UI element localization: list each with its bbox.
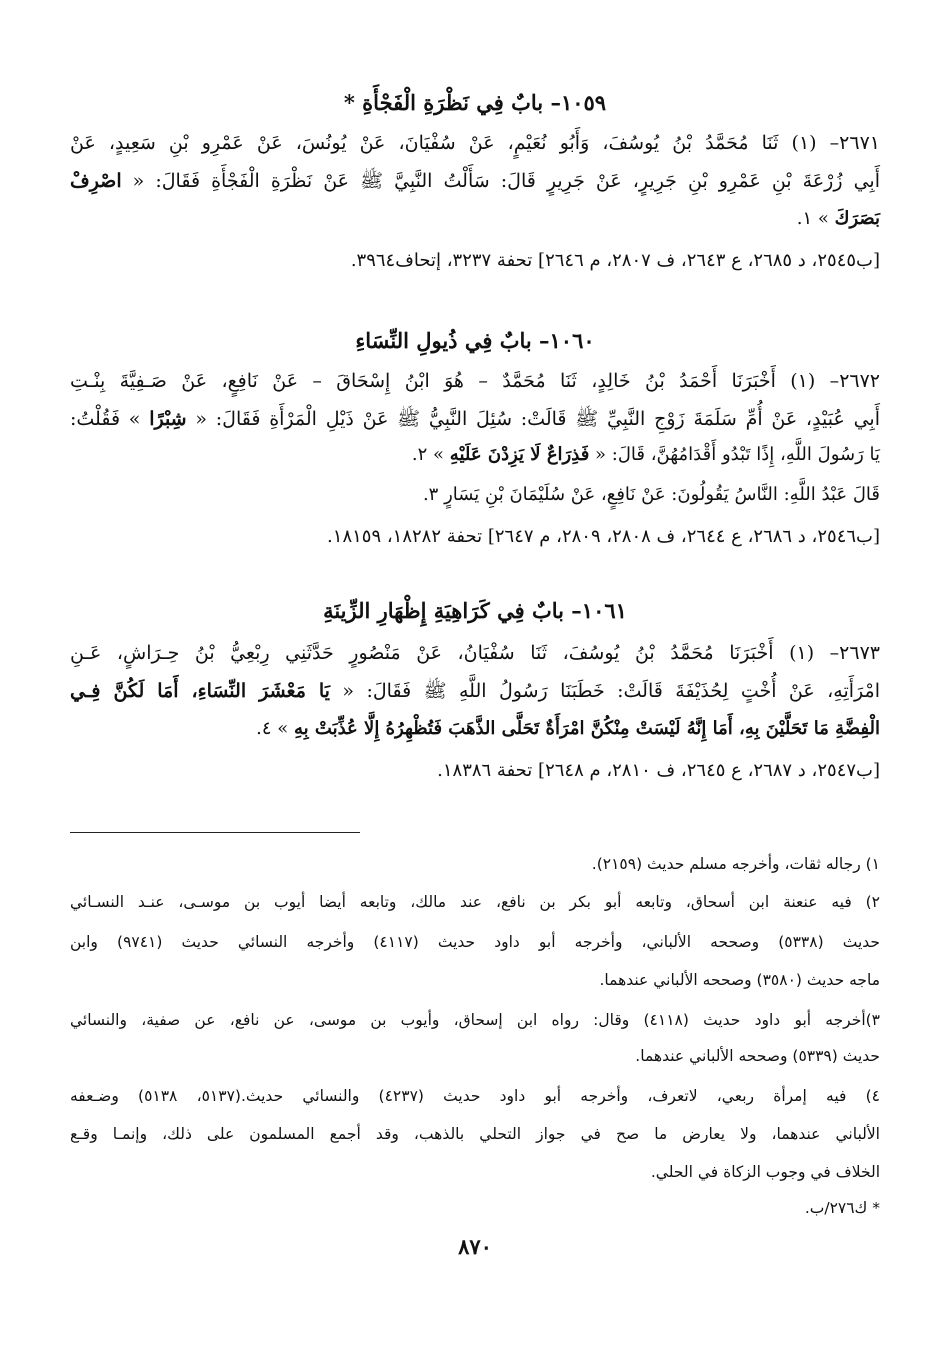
page-number: ٨٧٠ [458,1234,492,1259]
hadith-2672-line-4: قَالَ عَبْدُ اللَّهِ: النَّاسُ يَقُولُونَ: عَنْ نَافِعٍ، عَنْ سُلَيْمَانَ بْنِ يَسَارٍ ٣. [422,484,880,505]
hadith-2673-line-1: ٢٦٧٣– (١) أَخْبَرَنَا مُحَمَّدُ بْنُ يُوسُفَ، ثَنَا سُفْيَانُ، عَنْ مَنْصُورٍ حَدَّثَنِي رِبْعِيُّ بْنُ حِـرَاشٍ، عَـنِ [70,642,880,664]
chapter-title-1060: ١٠٦٠– بابٌ فِي ذُيولِ النِّسَاءِ [355,328,595,353]
hadith-2673-references: [ب٢٥٤٧، د ٢٦٨٧، ع ٢٦٤٥، ف ٢٨١٠، م ٢٦٤٨] تحفة ١٨٣٨٦. [437,760,880,781]
hadith-2672-references: [ب٢٥٤٦، د ٢٦٨٦، ع ٢٦٤٤، ف ٢٨٠٨، ٢٨٠٩، م ٢٦٤٧] تحفة ١٨٢٨٢، ١٨١٥٩. [327,526,880,547]
hadith-2671-line-1: ٢٦٧١– (١) ثَنَا مُحَمَّدُ بْنُ يُوسُفَ، وَأَبُو نُعَيْمٍ، عَنْ سُفْيَانَ، عَنْ يُونُسَ، عَنْ عَمْرِو بْنِ سَعِيدٍ، عَنْ [70,132,880,154]
hadith-text: أَبِي زُرْعَةَ بْنِ عَمْرِو بْنِ جَرِيرٍ، عَنْ جَرِيرٍ قَالَ: سَأَلْتُ النَّبِيَّ ﷺ عَنْ نَظْرَةِ الْفَجْأَةِ فَقَالَ: « [132,170,880,192]
footnote-2-line-1: ٢) فيه عنعنة ابن أسحاق، وتابعه أبو بكر بن نافع، عند مالك، وتابعه أيضا أيوب بن موسـى، عنـد النسـائي [70,893,880,911]
hadith-2673-line-2 [70,676,880,706]
chapter-title-1059: ١٠٥٩– بابٌ فِي نَظْرَةِ الْفَجْأَةِ * [343,90,607,115]
hadith-2671-line-2 [70,166,880,196]
footnote-4-line-3: الخلاف في وجوب الزكاة في الحلي. [650,1163,880,1181]
footnote-4-line-1: ٤) فيه إمرأة ربعي، لاتعرف، وأخرجه أبو داود حديث (٤٢٣٧) والنسائي حديث.(٥١٣٧، ٥١٣٨) وضـعفه [70,1087,880,1105]
prophetic-saying: فَذِرَاعٌ لَا يَزِدْنَ عَلَيْهِ [449,444,590,465]
prophetic-saying: شِبْرًا [149,408,187,430]
hadith-text: يَا رَسُولَ اللَّهِ، إِذًا تَبْدُو أَقْدَامُهُنَّ، قَالَ: « [595,444,880,465]
hadith-2672-line-3 [70,440,880,470]
footnote-1: ١) رجاله ثقات، وأخرجه مسلم حديث (٢١٥٩). [591,855,880,873]
footnote-3-line-1: ٣)أخرجه أبو داود حديث (٤١١٨) وقال: رواه ابن إسحاق، وأيوب بن موسى، عن نافع، عن صفية، والنسائي [70,1011,880,1029]
footnote-2-line-2: حديث (٥٣٣٨) وصححه الألباني، وأخرجه أبو داود حديث (٤١١٧) وأخرجه النسائي حديث (٩٧٤١) وابن [70,933,880,951]
footnote-4-line-2: الألباني عندهما، ولا يعارض ما صح في جواز التحلي بالذهب، وقد أجمع المسلمون على ذلك، وإنمـا وقـع [70,1125,880,1143]
prophetic-saying: يَا مَعْشَرَ النِّسَاءِ، أَمَا لَكُنَّ فِـي [70,680,330,702]
footnote-marker: » ٢. [411,444,445,465]
hadith-2671-line-3 [70,204,880,234]
hadith-2671-references: [ب٢٥٤٥، د ٢٦٨٥، ع ٢٦٤٣، ف ٢٨٠٧، م ٢٦٤٦] تحفة ٣٢٣٧، إتحاف٣٩٦٤. [350,250,880,271]
prophetic-saying: بَصَرَكَ [834,208,880,229]
footnote-marker: » ١. [796,208,829,229]
hadith-text: أَبِي عُبَيْدٍ، عَنْ أُمِّ سَلَمَةَ زَوْجِ النَّبِيِّ ﷺ قَالَتْ: سُئِلَ النَّبِيُّ ﷺ عَنْ ذَيْلِ الْمَرْأَةِ فَقَالَ: « [195,408,880,430]
footnote-2-line-3: ماجه حديث (٣٥٨٠) وصححه الألباني عندهما. [599,971,880,989]
footnote-3-line-2: حديث (٥٣٣٩) وصححه الألباني عندهما. [635,1047,880,1065]
footnote-divider [70,832,360,833]
footnote-marker: » ٤. [256,718,289,739]
prophetic-saying: اصْرِفْ [70,170,122,192]
chapter-title-1061: ١٠٦١– بابٌ فِي كَرَاهِيَةِ إِظْهَارِ الزِّينَةِ [323,598,627,623]
prophetic-saying: الْفِضَّةِ مَا تَحَلَّيْنَ بِهِ، أَمَا إِنَّهُ لَيْسَتْ مِنْكُنَّ امْرَأَةٌ تَحَلَّى الذَّهَبَ فَتُظْهِرُهُ إِلَّا عُذِّبَتْ بِهِ [293,718,880,739]
hadith-2672-line-2 [70,404,880,434]
manuscript-note: * ك٢٧٦/ب. [804,1199,880,1217]
hadith-2673-line-3 [70,714,880,744]
hadith-text: امْرَأَتِهِ، عَنْ أُخْتٍ لِحُذَيْفَةَ قَالَتْ: خَطَبَنَا رَسُولُ اللَّهِ ﷺ فَقَالَ: « [342,680,880,702]
hadith-2672-line-1: ٢٦٧٢– (١) أَخْبَرَنَا أَحْمَدُ بْنُ خَالِدٍ، ثَنَا مُحَمَّدٌ – هُوَ ابْنُ إِسْحَاقَ – عَنْ نَافِعٍ، عَنْ صَـفِيَّةَ بِنْـتِ [70,370,881,392]
hadith-text: » فَقُلْتُ: [70,408,141,430]
